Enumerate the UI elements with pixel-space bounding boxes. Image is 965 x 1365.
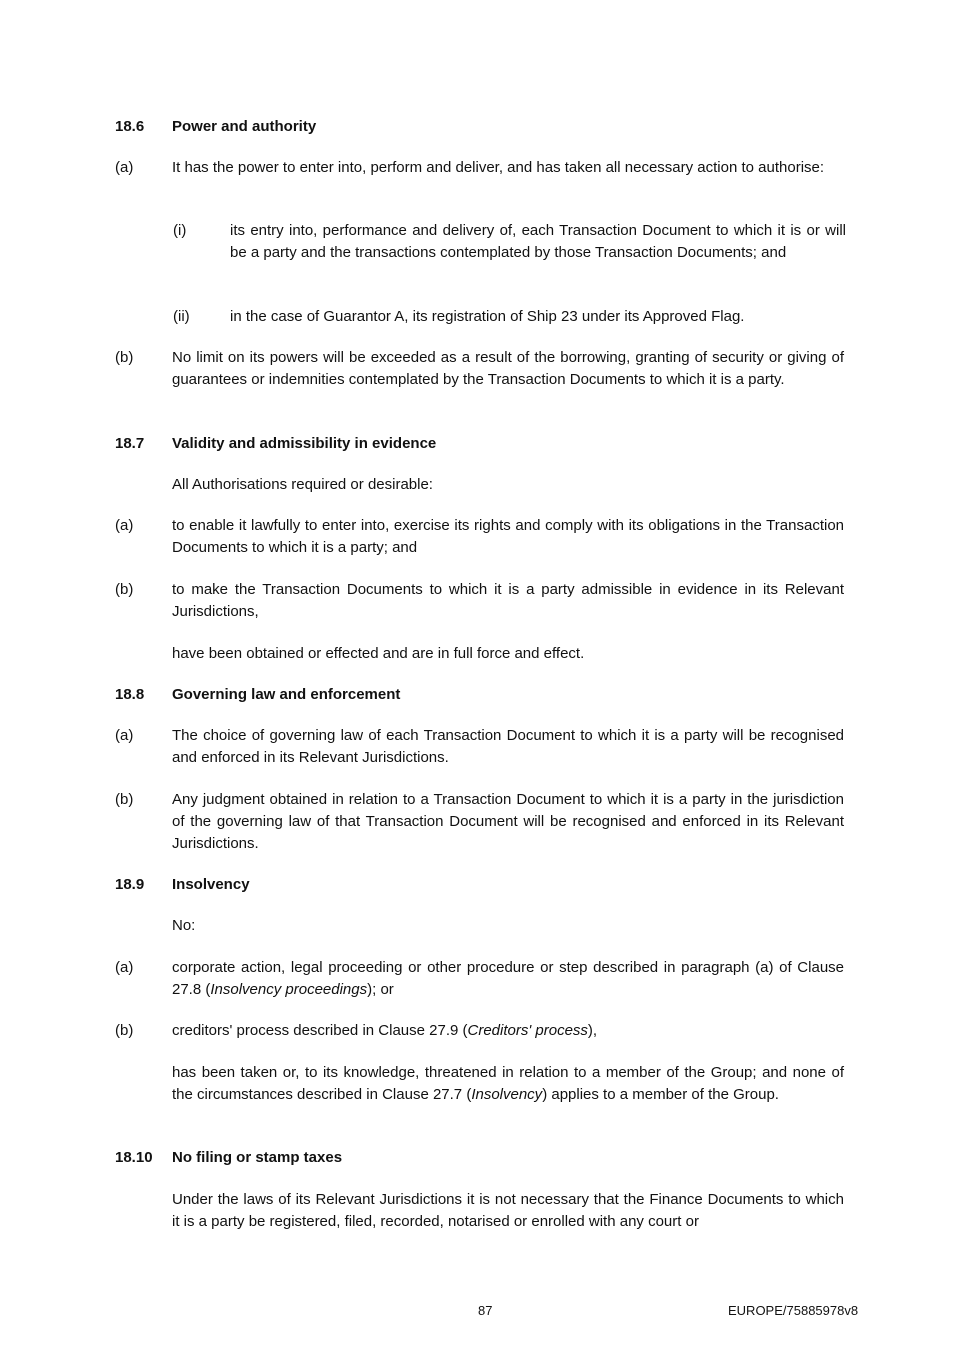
paragraph-text: Under the laws of its Relevant Jurisdictions it is not necessary that the Finance Documents to which it is a party be registered, filed, recorded, notarised or enrolled with any court or [172,1191,844,1230]
text-run: ), [587,1022,598,1039]
section-number: 18.10 [115,1149,153,1166]
section-number: 18.7 [115,435,145,452]
paragraph-label: (a) [115,159,134,176]
text-run: ); or [367,981,394,998]
paragraph-label: (b) [115,1022,134,1039]
paragraph-text: to make the Transaction Documents to which it is a party admissible in evidence in its Relevant Jurisdictions, [172,581,844,620]
paragraph-label: (b) [115,791,134,808]
section-number: 18.9 [115,876,145,893]
clause-reference: Insolvency [471,1086,543,1103]
paragraph-text: It has the power to enter into, perform and deliver, and has taken all necessary action to authorise: [172,159,825,176]
section-number: 18.8 [115,686,145,703]
text-run: has been taken or, to its knowledge, threatened in relation to a member of the Group; and none of the circumstances described in Clause 27.7 ( [172,1064,844,1103]
paragraph-text: No: [172,917,196,934]
section-title: No filing or stamp taxes [172,1149,343,1166]
subparagraph-text: its entry into, performance and delivery of, each Transaction Document to which it is or will be a party and the transactions contemplated by those Transaction Documents; and [230,222,846,261]
clause-reference: Insolvency proceedings [210,981,368,998]
paragraph-text [172,957,844,1001]
paragraph-label: (a) [115,727,134,744]
page-number: 87 [478,1303,493,1318]
paragraph-text: have been obtained or effected and are in full force and effect. [172,645,585,662]
paragraph-text: No limit on its powers will be exceeded as a result of the borrowing, granting of security or giving of guarantees or indemnities contemplated by the Transaction Documents to which it is a party. [172,349,844,388]
paragraph-label: (b) [115,349,134,366]
paragraph-text [172,1020,844,1042]
text-run: creditors' process described in Clause 27.9 ( [172,1022,468,1039]
paragraph-text: Any judgment obtained in relation to a Transaction Document to which it is a party in the jurisdiction of the governing law of that Transaction Document will be recognised and enforced in its Relevant Jurisdictions. [172,791,844,852]
document-reference: EUROPE/75885978v8 [728,1303,859,1318]
paragraph-text: The choice of governing law of each Transaction Document to which it is a party will be recognised and enforced in its Relevant Jurisdictions. [172,727,844,766]
section-title: Governing law and enforcement [172,686,401,703]
paragraph-text [172,1062,844,1106]
subparagraph-label: (i) [173,222,187,239]
paragraph-text: All Authorisations required or desirable: [172,476,433,493]
subparagraph-label: (ii) [173,308,190,325]
text-run: ) applies to a member of the Group. [542,1086,779,1103]
section-title: Validity and admissibility in evidence [172,435,437,452]
subparagraph-text: in the case of Guarantor A, its registration of Ship 23 under its Approved Flag. [230,308,745,325]
section-title: Insolvency [172,876,250,893]
paragraph-label: (a) [115,959,134,976]
clause-reference: Creditors' process [467,1022,588,1039]
paragraph-label: (a) [115,517,134,534]
paragraph-text: to enable it lawfully to enter into, exercise its rights and comply with its obligations in the Transaction Documents to which it is a party; and [172,517,844,556]
section-title: Power and authority [172,118,317,135]
paragraph-label: (b) [115,581,134,598]
section-number: 18.6 [115,118,145,135]
text-run: corporate action, legal proceeding or other procedure or step described in paragraph (a) of Clause 27.8 ( [172,959,844,998]
